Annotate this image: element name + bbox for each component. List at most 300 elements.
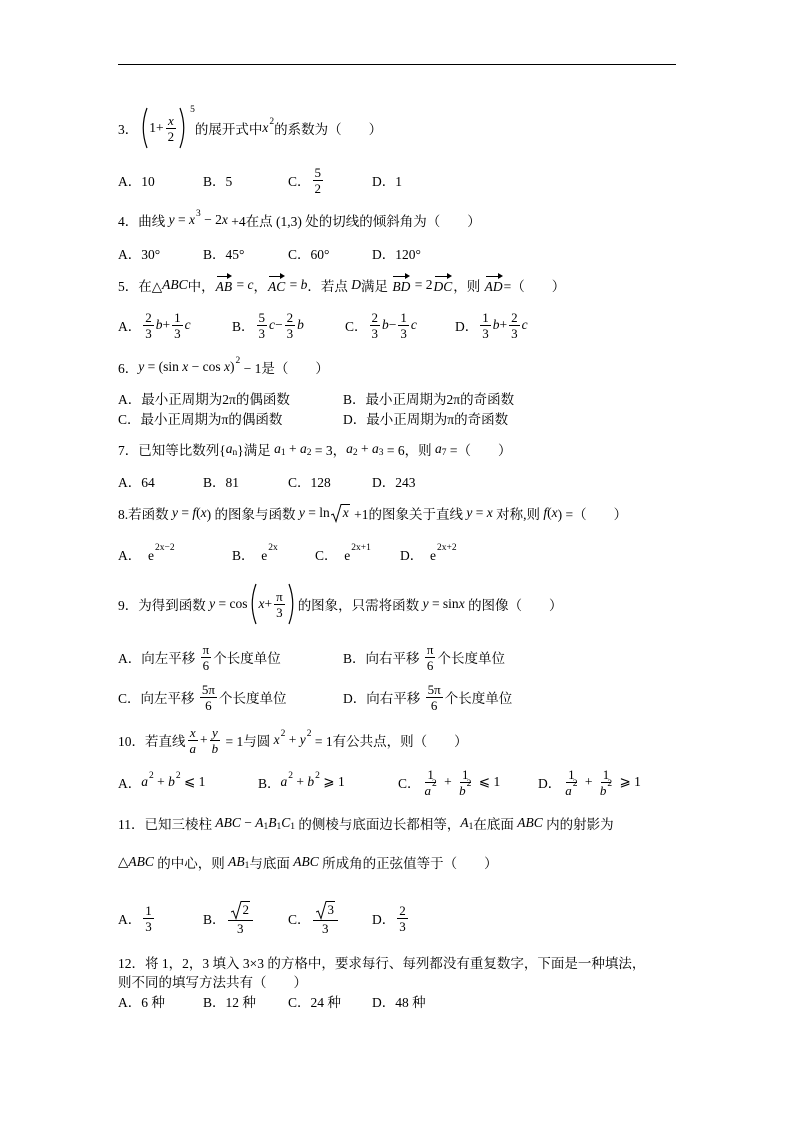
fraction-numerator [210,725,220,741]
text-run: + [285,732,300,747]
text-run: 6． [118,361,139,376]
text-run: − [240,815,256,830]
text-run: 5．在△ [118,279,163,294]
math-variable: c [184,317,191,332]
math-variable: a [371,441,379,456]
math-variable: a [280,774,288,789]
math-variable: b [300,277,308,292]
text-run: 2 [242,901,250,917]
fraction [228,901,254,936]
text-run: 2 [286,309,294,325]
text-run: + [357,441,372,456]
text-run: ⩽ 1 [180,774,206,789]
text-run: 个长度单位 [213,651,281,666]
question-10-option-b [258,760,345,804]
text-run: ⩾ 1 [616,774,641,789]
fraction-denominator [201,658,212,673]
fraction [313,165,324,196]
math-variable: b [307,774,315,789]
text-run: 的图象，只需将函数 [297,598,423,613]
fraction [370,310,381,341]
fraction-denominator [143,326,154,341]
math-variable: a [141,774,148,789]
superscript: 2 [288,771,294,781]
text-run: D．48 种 [372,995,426,1010]
fraction-denominator [285,326,296,341]
text-run: π [276,588,283,604]
subscript: 7 [441,448,447,458]
text-run: 1 [462,766,469,782]
text-run: 3 [327,901,335,917]
math-variable: c [247,277,254,292]
math-variable: c [521,317,528,332]
fraction-numerator [200,682,217,698]
text-run: A． [118,912,142,927]
radical-sign-icon [316,901,327,920]
fraction [285,310,296,341]
text-run: 6 [202,657,210,673]
text-run: A．30° [118,247,161,262]
fraction-numerator [274,589,285,605]
text-run: 2 [167,128,175,144]
square-root [231,901,251,920]
fraction-numerator [480,310,491,326]
fraction-denominator [210,741,221,756]
math-variable: x [486,505,493,520]
superscript: 2 [306,729,312,739]
question-12-option-c [288,979,341,1023]
math-variable: x [342,504,349,520]
text-run: − 2 [200,212,222,227]
fraction-numerator [188,725,198,741]
math-variable: x [458,596,465,611]
text-run: 3 [322,920,329,936]
math-variable: b [297,317,304,332]
text-run: 满足 [361,279,392,294]
subscript: 2 [306,448,312,458]
left-paren-icon [139,107,148,149]
text-run: 5 [314,164,322,180]
fraction-denominator [457,778,473,798]
math-variable: a [274,441,281,456]
subscript: 1 [244,861,250,871]
fraction-denominator [423,778,439,798]
fraction-denominator [429,698,440,713]
radical-sign-icon [231,901,242,920]
parenthesized-content [148,113,179,144]
text-run: △ [118,854,129,869]
superscript: 2 [175,771,181,781]
subscript: n [232,448,238,458]
fraction-denominator [274,605,285,620]
text-run: ) =（ ） [557,507,628,522]
text-run: }满足 [237,443,275,458]
fraction-denominator [143,919,154,934]
text-run: ， [253,279,268,294]
superscript: 5 [190,105,195,115]
right-paren-icon [179,107,188,149]
math-variable: x [262,120,269,135]
question-12-option-b [203,979,256,1023]
subscript: 2 [352,448,358,458]
math-variable: ABC [215,815,241,830]
superscript: 2x−2 [155,543,175,553]
fraction-numerator [397,903,408,919]
text-run: C． [288,174,311,189]
fraction [457,767,473,798]
subscript: 1 [263,822,269,832]
text-run: 3 [258,325,266,341]
text-run: 3． [118,122,139,137]
text-run: + [153,774,169,789]
fraction-numerator [425,642,436,658]
text-run: ⩽ 1 [475,774,501,789]
text-run: A． [118,319,142,334]
math-variable: a [189,740,196,756]
square-root [316,901,336,920]
question-11-stem-line-1 [118,801,614,845]
math-variable: a [346,441,353,456]
question-5-option-b [232,303,304,347]
fraction [210,725,221,756]
text-run: C． [288,912,311,927]
question-5-option-a [118,303,191,347]
vector: AB [216,276,233,295]
text-run: B．12 种 [203,995,256,1010]
text-run: 1 [427,766,434,782]
text-run: 1 [145,902,152,918]
fraction [274,589,285,620]
math-variable: f [192,505,197,520]
question-12-option-d [372,979,426,1023]
math-variable: b [599,782,607,798]
fraction-numerator [228,901,254,921]
fraction [598,767,614,798]
vector: DC [434,276,453,295]
math-variable: c [269,317,276,332]
math-variable: b [155,317,163,332]
text-run: 5 [258,309,266,325]
text-run: 6 [430,697,438,713]
text-run: 的系数为（ ） [274,122,383,137]
text-run: 6 [426,657,434,673]
question-9-option-a [118,635,281,679]
text-run: 3 [399,918,406,934]
question-11-option-d [372,896,410,940]
text-run: D． e [400,548,436,563]
fraction [509,310,520,341]
vector: AC [268,276,285,295]
fraction-denominator [397,919,408,934]
text-run: 9．为得到函数 [118,598,210,613]
math-variable: b [168,774,175,789]
math-variable: f [543,505,548,520]
question-3-stem [118,106,382,150]
superscript: 2 [315,771,320,781]
text-run: ，则 [453,279,484,294]
text-run: A．最小正周期为2π的偶函数 [118,392,290,407]
question-9-option-c [118,675,286,719]
text-run: D． [372,912,396,927]
subscript: 1 [468,822,474,832]
text-run: 对称,则 [492,507,544,522]
left-paren-icon [248,583,257,625]
text-run: 2 [399,902,406,918]
fraction-numerator [426,682,443,698]
text-run: ⩾ 1 [319,774,345,789]
text-run: = [472,505,487,520]
text-run: C． e [315,548,351,563]
question-11-option-b [203,896,255,940]
parenthesized-content [257,589,287,620]
question-8-option-b [232,532,278,576]
math-variable: a [434,441,442,456]
fraction-denominator [203,698,214,713]
question-8-stem [118,491,627,535]
question-5-option-d [455,303,528,347]
fraction-denominator [480,326,491,341]
math-variable: b [459,782,466,798]
text-run: 6 [205,697,212,713]
question-11-stem-line-2 [118,840,498,884]
text-run: 2 [314,180,322,196]
text-run: D． [455,319,479,334]
fraction [425,642,436,673]
text-run: =（ ） [446,443,512,458]
text-run: 2 [371,309,379,325]
text-run: 中， [187,279,215,294]
text-run: +1的图象关于直线 [350,507,467,522]
text-run: 个长度单位 [437,651,505,666]
text-run: D．243 [372,475,416,490]
text-run: C．24 种 [288,995,341,1010]
superscript: 2x [268,543,278,553]
fraction-numerator [172,310,183,326]
superscript: 2x+2 [437,543,457,553]
text-run: 3 [145,325,152,341]
text-run: = [178,505,193,520]
math-variable: y [299,732,306,747]
text-run: = 2 [411,277,433,292]
text-run: 2 [145,309,152,325]
math-variable: a [225,441,233,456]
text-run: 3 [145,918,152,934]
text-run: 10．若直线 [118,734,186,749]
text-run: B．最小正周期为2π的奇函数 [343,392,515,407]
fraction-numerator [285,310,296,326]
text-run: 5π [201,681,215,697]
text-run: 1 [482,309,489,325]
radicand [242,901,251,918]
text-run: = 1有公共点，则（ ） [311,734,468,749]
fraction-denominator [563,778,579,798]
text-run: 4．曲线 [118,214,169,229]
text-run: 2 [511,309,518,325]
text-run: 3 [482,325,489,341]
math-variable: x [200,505,207,520]
radical-sign-icon [331,504,342,523]
fraction [166,113,177,144]
text-run: ) 的图象与函数 [206,507,299,522]
question-10-option-d [538,760,641,804]
question-11-option-a [118,896,156,940]
math-variable: x [258,596,265,611]
question-8-option-c [315,532,371,576]
question-3-option-c [288,158,325,202]
math-variable: C [281,815,291,830]
question-10-stem [118,718,468,762]
math-variable: x [167,112,174,128]
fraction-denominator [257,326,268,341]
text-run: 3 [237,920,244,936]
math-variable: y [172,505,178,520]
text-run: B． [232,319,255,334]
text-run: B．向右平移 [343,651,423,666]
superscript: 2 [432,778,437,789]
text-run: 1 [568,766,575,782]
fraction-denominator [313,181,324,196]
fraction [423,767,439,798]
math-variable: y [298,505,305,520]
text-run: π [202,641,210,657]
math-variable: D [351,277,362,292]
text-run: + [285,441,300,456]
text-run: B． [258,776,281,791]
fraction [398,310,409,341]
text-run: C．最小正周期为π的偶函数 [118,412,283,427]
fraction-denominator [166,129,177,144]
math-variable: x [273,732,280,747]
text-run: + [293,774,308,789]
text-run: − [275,317,283,332]
subscript: 3 [378,448,384,458]
fraction-numerator [398,310,409,326]
fraction [200,682,217,713]
text-run: 3 [511,325,518,341]
question-5-stem [118,263,565,307]
superscript: 2 [149,771,154,781]
text-run: ) [229,359,235,374]
math-variable: y [422,596,429,611]
radicand [327,901,336,918]
text-run: − [388,317,397,332]
text-run: A．向左平移 [118,651,199,666]
text-run: C．向左平移 [118,691,198,706]
text-run: B．45° [203,247,245,262]
text-run: = [174,212,189,227]
math-variable: A [460,815,469,830]
fraction-denominator [235,921,246,936]
fraction [172,310,183,341]
superscript: 3 [196,209,201,219]
square-root [331,504,350,523]
text-run: 个长度单位 [218,691,287,706]
math-variable: A [255,815,264,830]
math-variable: a [565,782,572,798]
text-run: + [440,774,456,789]
text-run: 3 [400,325,407,341]
text-run: 1 [400,309,407,325]
fraction [143,903,154,934]
question-5-option-c [345,303,417,347]
math-variable: y [211,724,218,740]
fraction-numerator [143,903,154,919]
question-8-option-a [118,532,175,576]
fraction-denominator [398,326,409,341]
math-variable: y [466,505,473,520]
text-run: 1 [174,309,181,325]
fraction-numerator [143,310,154,326]
superscript: 2 [466,778,472,789]
fraction [480,310,491,341]
fraction-numerator [370,310,381,326]
text-run: B．5 [203,174,233,189]
text-run: 3 [286,325,294,341]
vector: AD [485,276,503,295]
superscript: 2 [572,778,578,789]
text-run: = 6，则 [383,443,435,458]
math-variable: ABC [293,854,319,869]
fraction-numerator [509,310,520,326]
text-run: − 1是（ ） [240,361,329,376]
text-run: + [264,596,273,611]
parenthesized-group [248,583,296,625]
text-run: 则不同的填写方法共有（ ） [118,975,307,990]
superscript: 2x+1 [351,543,371,553]
math-variable: b [211,740,219,756]
question-12-option-a [118,979,165,1023]
text-run: B． [203,912,226,927]
text-run: 5π [427,681,441,697]
math-variable: x [551,505,558,520]
text-run: 的图像（ ） [464,598,563,613]
question-9-option-d [343,675,512,719]
fraction-denominator [188,741,199,756]
fraction [188,725,199,756]
fraction-denominator [425,658,436,673]
math-variable: ABC [128,854,154,869]
text-run: 在底面 [473,817,518,832]
text-run: 11．已知三棱柱 [118,817,216,832]
text-run: 内的射影为 [542,817,614,832]
fraction-numerator [201,642,212,658]
right-paren-icon [288,583,297,625]
text-run: 的侧棱与底面边长都相等， [295,817,461,832]
text-run: C．128 [288,475,331,490]
fraction-denominator [172,326,183,341]
math-variable: ABC [162,277,188,292]
math-variable: B [268,815,277,830]
superscript: 2 [269,117,275,127]
text-run: 7．已知等比数列{ [118,443,226,458]
text-run: D．最小正周期为π的奇函数 [343,412,509,427]
text-run: = (sin [144,359,183,374]
text-run: D．120° [372,247,421,262]
text-run: = cos [215,596,248,611]
question-3-option-b [203,158,232,202]
math-variable: x [221,212,228,227]
question-9-option-b [343,635,505,679]
math-variable: ABC [517,815,543,830]
text-run: D．向右平移 [343,691,424,706]
text-run: B． e [232,548,268,563]
math-variable: y [209,596,216,611]
text-run: 1 [602,766,610,782]
text-run: ( [196,505,201,520]
subscript: 1 [290,822,296,832]
vector: BD [392,276,410,295]
fraction-numerator [257,310,268,326]
